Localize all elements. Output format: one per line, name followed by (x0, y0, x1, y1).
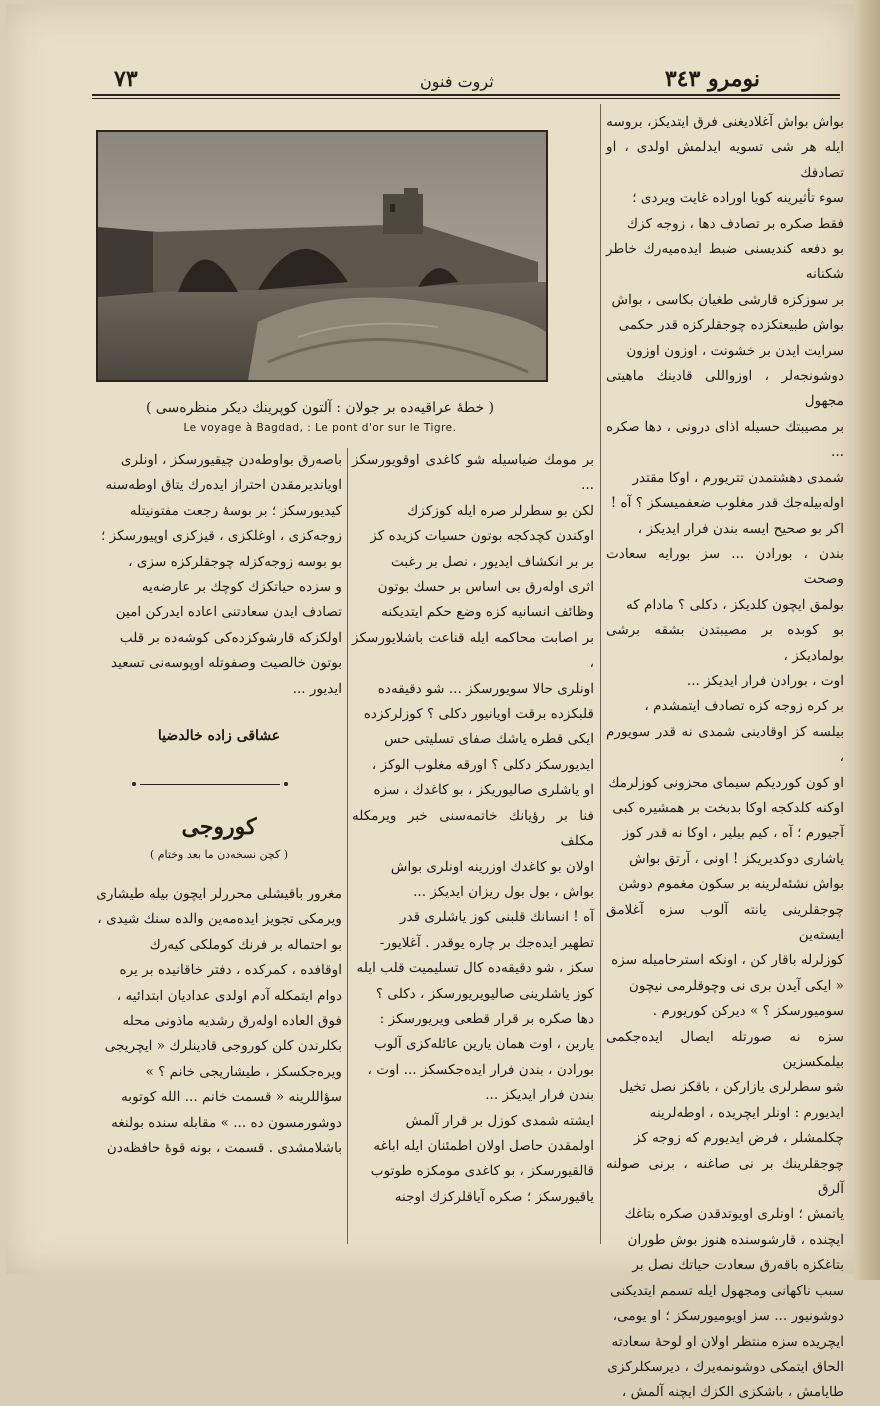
text-line: لکن بو سطرلر صره ایله کوزکزك (407, 502, 594, 519)
story-title: کوروجی (181, 814, 257, 840)
text-line: ایدیور ... (292, 680, 342, 697)
text-line: دوشونیور ... سز اویومیورسکز ؛ او یومی، (612, 1308, 844, 1325)
text-line: فنا بر رؤیانك خاتمه‌سنی خبر ویرمکله مکلف (352, 807, 594, 850)
figure-caption-french: Le voyage à Bagdad, : Le pont d'or sur le Tigre. (183, 422, 457, 434)
text-line: اوکنه کلدکجه اوکا بدبخت بر همشیره کبی (612, 799, 844, 816)
text-line: بواش ، بول بول ریزان ایدیکز ... (413, 883, 594, 900)
text-line: ایچنده ، قارشوسنده هنوز بوش طوران (627, 1231, 844, 1248)
text-line: اونلری حالا سویورسکز ... شو دقیقه‌ده (377, 680, 594, 697)
text-line: ویره‌جکسکز ، طیشاریجی خانم ؟ » (145, 1063, 342, 1080)
text-line: بندن ، بورادن ... سز بورایه سعادت وصحت (606, 545, 844, 588)
text-line: کوزلرله باقار کن ، اونکه استرحامیله سزه (611, 952, 844, 969)
column-divider-right (600, 104, 601, 1244)
text-line: اکر بو صحیح ایسه بندن فرار ایدیکز ، (637, 520, 844, 537)
text-line: دوشونجه‌لر ، اوزواللی قادینك ماهیتی مجهول (606, 368, 844, 410)
text-line: اولمقدن حاصل اولان اطمئنان ایله اباغه (373, 1137, 594, 1154)
text-column-right (606, 110, 844, 1406)
figure-caption-turkish: ( خطۀ عراقیه‌ده بر جولان : آلتون کوپرینك دیكر منظره‌سی ) (145, 400, 495, 416)
bridge-photo (96, 130, 548, 382)
section-divider (140, 784, 280, 785)
bridge-illustration (98, 132, 546, 380)
text-line: باصه‌رق بواوطه‌دن چیقیورسکز ، اونلری (120, 452, 342, 468)
text-line: کوز یاشلرینی صالیویریورسکز ، دکلی ؟ (375, 985, 594, 1002)
text-line: بر سوزکزه قارشی طغیان بکاسی ، بواش (611, 291, 844, 308)
column-divider-left (347, 448, 348, 1244)
text-line: آجیورم ؛ آه ، کیم بیلیر ، اوکا نه قدر کوز (622, 825, 844, 842)
text-line: سبب ناکهانی ومجهول ایله تسمم ایتدیکنی (610, 1282, 844, 1299)
text-line: سزه نه صورتله ایصال ایده‌جکمی بیلمکسزین (606, 1028, 844, 1071)
text-line: ایدیورم : اونلر ایچریده ، اوطه‌لرینه (649, 1104, 844, 1121)
text-column-left (96, 448, 342, 702)
text-line: یاتمش ؛ اونلری اویوتدقدن صکره بتاغك (624, 1206, 844, 1223)
text-line: بر مومك ضیاسیله شو کاغدی اوقویورسکز ... (352, 452, 594, 494)
text-line: او کون کوردیکم سیمای محزونی کوزلرمك (608, 774, 844, 791)
text-line: ایله هر شی تسویه ایدلمش اولدی ، او تصادفك (606, 139, 844, 181)
text-line: بو بوسه زوجه‌کزله چوجقلرکزه سزی ، (128, 553, 342, 570)
text-line: شمدی دهشتمدن تتریورم ، اوکا مقتدر (632, 469, 844, 486)
text-line: الحاق ایتمکی دوشونمه‌یرك ، دیرسکلرکزی (607, 1358, 844, 1375)
text-line: دوشورمسون ده ... » مقابله سنده بولنغه (111, 1114, 342, 1131)
journal-title: ثروت فنون (420, 72, 494, 91)
text-line: بواش نشئه‌لرینه بر سکون مغموم دوشن (618, 876, 844, 893)
text-line: اوکندن کچدکجه بوتون حسیات کزیده کز (370, 528, 594, 545)
text-line: بر مصیبتك حسیله اذای درونی ، دها صکره ... (606, 418, 844, 461)
text-line: باشلامشدی . قسمت ، بونه قوۀ حافظه‌دن (106, 1140, 342, 1157)
text-line: اویاندیرمقدن احتراز ایده‌رك یتاق اوطه‌سنه (105, 477, 342, 494)
book-spine (854, 0, 880, 1280)
text-line: اوقافده ، کمرکده ، دفتر خاقانیده بر یره (119, 962, 342, 979)
text-line: ایشته شمدی کوزل بر قرار آلمش (405, 1112, 594, 1129)
text-line: بورادن ، بندن فرار ایده‌جکسکز ... اوت ، (367, 1061, 594, 1078)
text-line: بیلسه کز اوقادینی شمدی نه قدر سویورم ، (606, 723, 844, 766)
text-line: بولمق ایچون کلدیکز ، دکلی ؟ مادام که (625, 596, 844, 613)
text-line: وظائف انسانیه کزه وضع حکم ایتدیکنه (381, 604, 594, 621)
text-line: شو سطرلری یازارکن ، باقکز نصل تخیل (619, 1079, 844, 1096)
author-signature: عشاقی زاده خالدضیا (157, 728, 281, 744)
text-line: و سزده حیاتکزك کوچك بر عارضه‌یه (141, 579, 342, 596)
story-subtitle: ( کچن نسخه‌دن ما بعد وختام ) (149, 848, 289, 861)
text-line: بو احتماله بر فرنك کوملکی کیه‌رك (149, 936, 342, 953)
text-line: اولان بو کاغدك اوزرینه اونلری بواش (390, 858, 594, 875)
text-line: زوجه‌کزی ، اوغلکزی ، قیزکزی اوپیورسکز ؛ (101, 528, 342, 545)
text-line: فقط صکره بر تصادف دها ، زوجه کزك (626, 215, 844, 232)
header-rule (92, 94, 840, 96)
text-line: بر اصابت محاکمه ایله قناعت باشلایورسکز ، (352, 629, 594, 672)
text-line: سؤاللرینه « قسمت خانم ... الله کوتوبه (121, 1089, 342, 1106)
text-line: یاقیورسکز ؛ صکره آیاقلرکزك اوجنه (394, 1188, 594, 1205)
text-line: قالقیورسکز ، بو کاغدی مومکزه طوتوب (370, 1163, 594, 1180)
text-line: سوء تأثیرینه کویا اوراده غایت ویردی ؛ (632, 190, 844, 207)
text-line: بواش طبیعتکزده چوجقلرکزه قدر حکمی (618, 317, 844, 334)
text-line: ایکی قطره یاشك صفای تسلیتی حس (384, 731, 594, 748)
text-line: دوام ایتمکله آدم اولدی عدادیان ابتدائیه ، (116, 987, 342, 1004)
text-line: « ایکی آیدن بری نی وچوقلرمی نیچون (628, 977, 844, 994)
text-line: بوتون خالصیت وصفوتله اوپوسه‌نی تسعید (110, 655, 342, 672)
text-line: ایچریده سزه منتظر اولان او لوحۀ سعادته (611, 1333, 844, 1350)
text-line: چوجقلرینی یانته آلوب سزه آغلامق ایسته‌ین (606, 901, 844, 943)
text-line: سکز ، شو دقیقه‌ده کال تسلیمیت قلب ایله (356, 960, 594, 977)
text-line: یارین ، اوت همان یارین عائله‌کزی آلوب (373, 1036, 594, 1053)
text-line: بتاغکزه باقه‌رق سعادت حیاتك نصل بر (632, 1257, 844, 1274)
text-line: بر کره زوجه کزه تصادف ایتمشدم ، (644, 698, 844, 715)
text-line: مغرور باقیشلی محررلر ایچون بیله طیشاری (96, 886, 342, 902)
text-line: یاشاری دوکدیریکز ! اونی ، آرتق بواش (629, 850, 844, 867)
text-line: اوله‌بیله‌جك قدر مغلوب ضعفمیسکز ؟ آه ! (610, 495, 844, 512)
text-line: بکلرندن کلن کوروجی قادینلرك « ایچریجی (104, 1038, 342, 1055)
story-text-column (96, 882, 342, 1161)
header-rule-thin (92, 98, 840, 99)
text-line: سومیورسکز ؟ » دیرکن کوریورم . (652, 1003, 844, 1020)
text-line: ایدیورسکز دکلی ؟ اورقه مغلوب الوکز ، (371, 756, 594, 773)
text-line: قلبکزده برقت اویانیور دکلی ؟ کوزلرکزده (363, 706, 594, 723)
text-line: سرایت ایدن بر خشونت ، اوزون اوزون (626, 342, 844, 359)
text-line: تصادف ایدن سعادتنی اعاده ایدرکن امین (115, 604, 342, 621)
text-line: بر بر انکشاف ایدیور ، نصل بر رغبت (391, 553, 594, 570)
text-line: چکلمشلر ، فرض ایدیورم که زوجه کز (633, 1130, 844, 1147)
text-line: دها صکره بر قرار قطعی ویریورسکز : (379, 1010, 594, 1027)
text-line: او یاشلری صالیوریکز ، بو کاغدك ، سزه (373, 782, 594, 799)
text-line: چوجقلرینك بر نی صاغنه ، برنی صولنه آلرق (606, 1155, 844, 1198)
issue-number: نومرو ٣٤٣ (664, 66, 760, 92)
text-line: اثری اوله‌رق بی اساس بر حسك بوتون (377, 579, 594, 596)
text-column-middle (352, 448, 594, 1210)
text-line: بندن فرار ایدیکز ... (485, 1087, 594, 1104)
text-line: کیدیورسکز ؛ بر بوسۀ رجعت مفتونیتله (129, 502, 342, 519)
text-line: بو کوبده بر مصیبتدن بشقه برشی بولمادیکز ، (606, 622, 844, 664)
text-line: فوق العاده اوله‌رق رشدیه ماذونی محله (122, 1013, 342, 1030)
text-line: اولکزکه قارشوکزده‌کی کوشه‌ده بر قلب (119, 629, 342, 646)
text-line: تطهیر ایده‌جك بر چاره یوقدر . آغلایور- (379, 934, 594, 951)
page-number: ٧٣ (114, 66, 138, 92)
text-line: بواش بواش آغلادیغنی فرق ایتدیکز، بروسه (606, 114, 844, 130)
text-line: اوت ، بورادن فرار ایدیکز ... (686, 672, 844, 689)
text-line: بو دفعه کندیسنی ضبط ایده‌میه‌رك خاطر شکنانه (606, 241, 844, 283)
text-line: طایامش ، باشکزی الکزك ایچنه آلمش ، (621, 1384, 844, 1401)
text-line: ویرمکی تجویز ایده‌مه‌ین والده سنك شیدی ، (97, 911, 342, 928)
text-line: آه ! انسانك قلبنی کوز یاشلری قدر (399, 909, 594, 926)
